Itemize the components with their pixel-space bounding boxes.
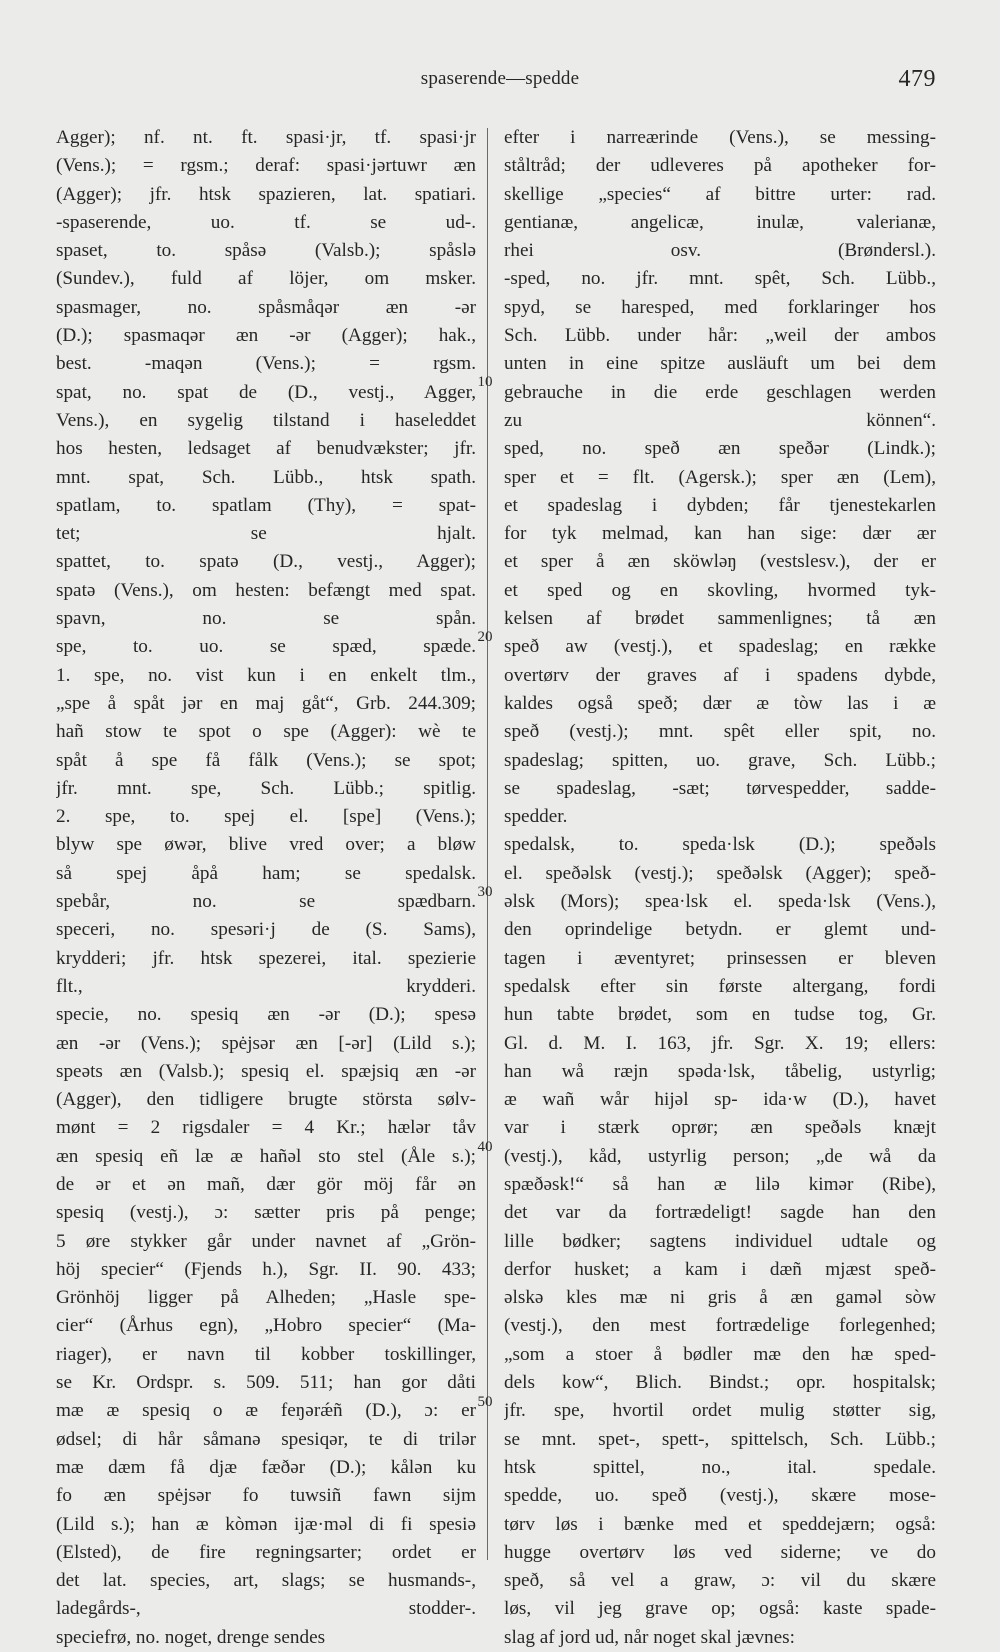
- text-line: əlsk (Mors); spea·lsk el. speda·lsk (Vens.),: [504, 891, 936, 913]
- text-line: så spej åpå ham; se spedalsk.: [56, 862, 476, 884]
- text-line: løs, vil jeg grave op; også: kaste spade-: [504, 1598, 936, 1620]
- column-divider: [487, 128, 488, 1560]
- right-column: [504, 124, 936, 1652]
- text-line: overtørv der graves af i spadens dybde,: [504, 664, 936, 686]
- text-line: spavn, no. se spån.: [56, 608, 476, 630]
- text-line: el. speðəlsk (vestj.); speðəlsk (Agger); speð-: [504, 862, 936, 884]
- text-line: ståltråd; der udleveres på apotheker for-: [504, 155, 936, 177]
- text-line: mæ dæm få djæ fæðər (D.); kålən ku: [56, 1456, 476, 1478]
- text-line: tet; se hjalt.: [56, 523, 476, 545]
- text-line: speceri, no. spesəri·j de (S. Sams),: [56, 919, 476, 941]
- text-line: se Kr. Ordspr. s. 509. 511; han gor dåti: [56, 1372, 476, 1394]
- text-line: spatə (Vens.), om hesten: befængt med spat.: [56, 579, 476, 601]
- text-line: əlskə kles mæ ni gris å æn gaməl sòw: [504, 1287, 936, 1309]
- text-line: höj specier“ (Fjends h.), Sgr. II. 90. 433;: [56, 1258, 476, 1280]
- text-line: derfor husket; a kam i dæñ mjæst speð-: [504, 1258, 936, 1280]
- text-line: kelsen af brødet sammenlignes; tå æn: [504, 608, 936, 630]
- text-line: (vestj.), den mest fortrædelige forlegenhed;: [504, 1315, 936, 1337]
- text-line: spat, no. spat de (D., vestj., Agger,: [56, 381, 476, 403]
- text-line: spattet, to. spatə (D., vestj., Agger);: [56, 551, 476, 573]
- text-line: -spaserende, uo. tf. se ud-.: [56, 211, 476, 233]
- text-line: spedalsk, to. speda·lsk (D.); speðəls: [504, 834, 936, 856]
- line-number-40: 40: [477, 1139, 493, 1155]
- text-line: spedder.: [504, 806, 568, 828]
- text-line: æn spesiq eñ læ æ hañəl sto stel (Åle s.);: [56, 1145, 476, 1167]
- text-line: (Agger), den tidligere brugte största sølv-: [56, 1089, 476, 1111]
- text-line: skellige „species“ af bittre urter: rad.: [504, 183, 936, 205]
- text-line: (vestj.), kåd, ustyrlig person; „de wå da: [504, 1145, 936, 1167]
- text-line: (Vens.); = rgsm.; deraf: spasi·jərtuwr æn: [56, 155, 476, 177]
- text-line: Gl. d. M. I. 163, jfr. Sgr. X. 19; ellers:: [504, 1032, 936, 1054]
- text-line: hugge overtørv løs ved siderne; ve do: [504, 1541, 936, 1563]
- text-line: det var da fortrædeligt! sagde han den: [504, 1202, 936, 1224]
- text-line: spaset, to. spåsə (Valsb.); spåslə: [56, 240, 476, 262]
- text-line: æ wañ wår hijəl sp- ida·w (D.), havet: [504, 1089, 936, 1111]
- text-line: best. -maqən (Vens.); = rgsm.: [56, 353, 476, 375]
- text-line: speð, så vel a graw, ɔ: vil du skære: [504, 1570, 936, 1592]
- text-line: hos hesten, ledsaget af benudvækster; jfr.: [56, 438, 476, 460]
- text-line: zu können“.: [504, 409, 936, 431]
- line-number-50: 50: [477, 1394, 493, 1410]
- text-line: spedde, uo. speð (vestj.), skære mose-: [504, 1485, 936, 1507]
- text-line: et sped og en skovling, hvormed tyk-: [504, 579, 936, 601]
- text-line: spasmager, no. spåsmåqər æn -ər: [56, 296, 476, 318]
- text-line: han wå ræjn spəda·lsk, tåbelig, ustyrlig;: [504, 1060, 936, 1082]
- running-head: [0, 68, 1000, 98]
- text-line: se mnt. spet-, spett-, spittelsch, Sch. Lübb.;: [504, 1428, 936, 1450]
- text-line: fo æn spėjsər fo tuwsiñ fawn sijm: [56, 1485, 476, 1507]
- text-line: sped, no. speð æn speðər (Lindk.);: [504, 438, 936, 460]
- text-line: for tyk melmad, kan han sige: dær ær: [504, 523, 936, 545]
- text-line: ødsel; di hår såmanə spesiqər, te di trilər: [56, 1428, 476, 1450]
- text-line: (D.); spasmaqər æn -ər (Agger); hak.,: [56, 325, 476, 347]
- text-line: Vens.), en sygelig tilstand i haseleddet: [56, 409, 476, 431]
- text-line: Sch. Lübb. under hår: „weil der ambos: [504, 325, 936, 347]
- text-line: (Agger); jfr. htsk spazieren, lat. spatiari.: [56, 183, 476, 205]
- text-line: (Sundev.), fuld af löjer, om msker.: [56, 268, 476, 290]
- text-line: spebår, no. se spædbarn.: [56, 891, 476, 913]
- text-line: Grönhöj ligger på Alheden; „Hasle spe-: [56, 1287, 476, 1309]
- text-line: 1. spe, no. vist kun i en enkelt tlm.,: [56, 664, 476, 686]
- line-number-20: 20: [477, 629, 493, 645]
- text-line: gentianæ, angelicæ, inulæ, valerianæ,: [504, 211, 936, 233]
- text-line: „spe å spåt jər en maj gåt“, Grb. 244.309;: [56, 692, 476, 714]
- text-line: jfr. mnt. spe, Sch. Lübb.; spitlig.: [56, 777, 476, 799]
- text-line: se spadeslag, -sæt; tørvespedder, sadde-: [504, 777, 936, 799]
- text-line: speð aw (vestj.), et spadeslag; en række: [504, 636, 936, 658]
- text-line: speəts æn (Valsb.); spesiq el. spæjsiq æn -ər: [56, 1060, 476, 1082]
- text-line: 2. spe, to. spej el. [spe] (Vens.);: [56, 806, 476, 828]
- text-line: spadeslag; spitten, uo. grave, Sch. Lübb.;: [504, 749, 936, 771]
- running-title: spaserende—spedde: [420, 68, 580, 89]
- text-line: spyd, se haresped, med forklaringer hos: [504, 296, 936, 318]
- text-line: -sped, no. jfr. mnt. spêt, Sch. Lübb.,: [504, 268, 936, 290]
- text-line: ladegårds-, stodder-.: [56, 1598, 476, 1620]
- text-line: mønt = 2 rigsdaler = 4 Kr.; hælər tåv: [56, 1117, 476, 1139]
- text-line: 5 øre stykker går under navnet af „Grön-: [56, 1230, 476, 1252]
- text-line: gebrauche in die erde geschlagen werden: [504, 381, 936, 403]
- text-line: de ər et ən mañ, dær gör möj får ən: [56, 1173, 476, 1195]
- text-line: et sper å æn sköwləŋ (vestslesv.), der er: [504, 551, 936, 573]
- text-line: mnt. spat, Sch. Lübb., htsk spath.: [56, 466, 476, 488]
- text-line: spesiq (vestj.), ɔ: sætter pris på penge;: [56, 1202, 476, 1224]
- text-line: et spadeslag i dybden; får tjenestekarlen: [504, 494, 936, 516]
- text-line: var i stærk oprør; æn speðəls knæjt: [504, 1117, 936, 1139]
- text-line: riager), er navn til kobber toskillinger,: [56, 1343, 476, 1365]
- text-line: blyw spe øwər, blive vred over; a bløw: [56, 834, 476, 856]
- text-line: lille bødker; sagtens individuel udtale og: [504, 1230, 936, 1252]
- text-line: slag af jord ud, når noget skal jævnes:: [504, 1626, 795, 1648]
- text-line: tagen i æventyret; prinsessen er bleven: [504, 947, 936, 969]
- text-line: cier“ (Århus egn), „Hobro specier“ (Ma-: [56, 1315, 476, 1337]
- text-line: sper et = flt. (Agersk.); sper æn (Lem),: [504, 466, 936, 488]
- text-line: æn -ər (Vens.); spėjsər æn [-ər] (Lild s.);: [56, 1032, 476, 1054]
- line-number-30: 30: [477, 884, 493, 900]
- line-number-10: 10: [477, 374, 493, 390]
- text-line: speð (vestj.); mnt. spêt eller spit, no.: [504, 721, 936, 743]
- text-line: hañ stow te spot o spe (Agger): wè te: [56, 721, 476, 743]
- text-line: hun tabte brødet, som en tudse tog, Gr.: [504, 1004, 936, 1026]
- text-line: spatlam, to. spatlam (Thy), = spat-: [56, 494, 476, 516]
- text-line: mæ æ spesiq o æ feŋərǽñ (D.), ɔ: er: [56, 1400, 476, 1422]
- text-line: spe, to. uo. se spæd, spæde.: [56, 636, 476, 658]
- text-line: „som a stoer å bødler mæ den hæ sped-: [504, 1343, 936, 1365]
- text-line: dels kow“, Blich. Bindst.; opr. hospitalsk;: [504, 1372, 936, 1394]
- text-line: efter i narreærinde (Vens.), se messing-: [504, 127, 936, 148]
- text-line: jfr. spe, hvortil ordet mulig støtter sig,: [504, 1400, 936, 1422]
- text-line: specie, no. spesiq æn -ər (D.); spesə: [56, 1004, 476, 1026]
- text-line: krydderi; jfr. htsk spezerei, ital. spezierie: [56, 947, 476, 969]
- text-line: spæðəsk!“ så han æ lilə kimər (Ribe),: [504, 1173, 936, 1195]
- text-line: htsk spittel, no., ital. spedale.: [504, 1456, 936, 1478]
- text-line: det lat. species, art, slags; se husmands-,: [56, 1570, 476, 1592]
- text-line: (Lild s.); han æ kòmən ijæ·məl di fi spesiə: [56, 1513, 476, 1535]
- text-line: unten in eine spitze ausläuft um bei dem: [504, 353, 936, 375]
- text-line: spåt å spe få fålk (Vens.); se spot;: [56, 749, 476, 771]
- text-line: flt., krydderi.: [56, 975, 476, 997]
- text-line: (Elsted), de fire regningsarter; ordet er: [56, 1541, 476, 1563]
- text-line: den oprindelige betydn. er glemt und-: [504, 919, 936, 941]
- page-number: 479: [898, 66, 936, 92]
- text-line: tørv løs i bænke med et speddejærn; også:: [504, 1513, 936, 1535]
- text-line: Agger); nf. nt. ft. spasi·jr, tf. spasi·jr: [56, 127, 476, 148]
- left-column: [56, 124, 476, 1652]
- text-line: speciefrø, no. noget, drenge sendes: [56, 1626, 326, 1648]
- text-line: kaldes også speð; dær æ tòw las i æ: [504, 692, 936, 714]
- text-line: rhei osv. (Brøndersl.).: [504, 240, 936, 262]
- text-line: spedalsk efter sin første altergang, fordi: [504, 975, 936, 997]
